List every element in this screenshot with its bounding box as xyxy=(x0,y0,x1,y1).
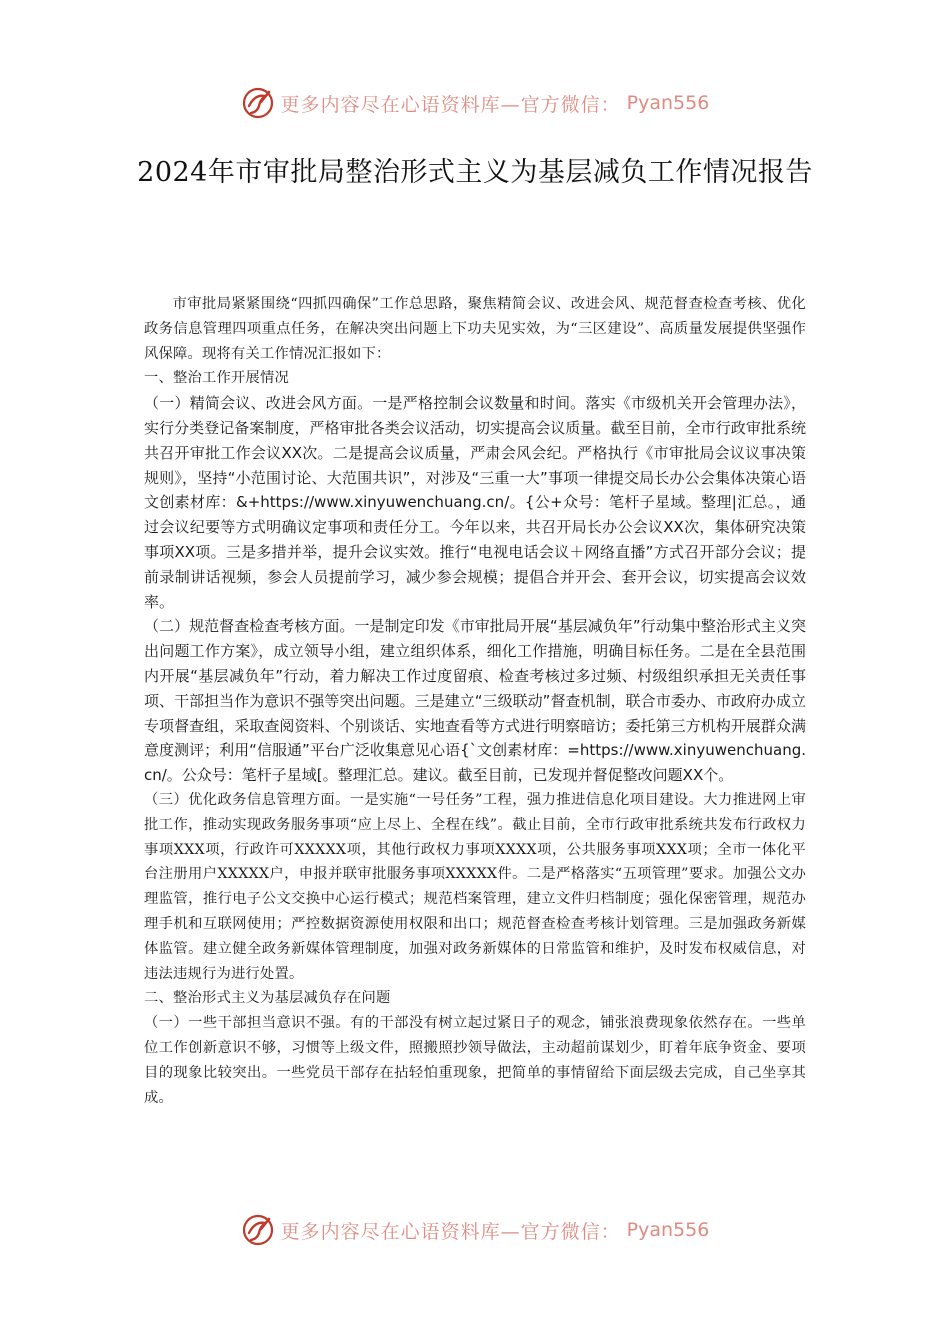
section-heading-2: 二、整治形式主义为基层减负存在问题 xyxy=(144,990,391,1007)
watermark-footer xyxy=(0,1210,950,1250)
watermark-group xyxy=(241,86,710,120)
pen-swirl-logo-icon xyxy=(241,1213,275,1247)
pen-swirl-logo-icon xyxy=(241,86,275,120)
paragraph-inspection: （二）规范督查检查考核方面。一是制定印发《市审批局开展“基层减负年”行动集中整治形式主义突出问题工作方案》，成立领导小组，建立组织体系，细化工作措施，明确目标任务。二是在全县范围内开展“基层减负年”行动，着力解决工作过度留痕、检查考核过多过频、村级组织承担无关责任事项、干部担当作为意识不强等突出问题。三是建立“三级联动”督查机制，联合市委办、市政府办成立专项督查组，采取查阅资料、个别谈话、实地查看等方式进行明察暗访；委托第三方机构开展群众满意度测评；利用“信服通”平台广泛收集意见心语{`文创素材库：=https://www.xinyuwenchuang.cn/。公众号：笔杆子星域[。整理汇总。建议。截至目前，已发现并督促整改问题XX个。 xyxy=(144,617,806,785)
document-title: 2024年市审批局整治形式主义为基层减负工作情况报告 xyxy=(137,157,813,188)
watermark-group xyxy=(241,1213,710,1247)
document-body xyxy=(144,292,806,1110)
watermark-text: 更多内容尽在心语资料库—官方微信： xyxy=(280,93,621,116)
section-heading-1: 一、整治工作开展情况 xyxy=(144,370,289,387)
intro-paragraph: 市审批局紧紧围绕“四抓四确保”工作总思路，聚焦精简会议、改进会风、规范督查检查考核、优化政务信息管理四项重点任务，在解决突出问题上下功夫见实效，为“三区建设”、高质量发展提供坚强作风保障。现将有关工作情况汇报如下： xyxy=(144,296,806,362)
paragraph-meetings: （一）精简会议、改进会风方面。一是严格控制会议数量和时间。落实《市级机关开会管理办法》，实行分类登记备案制度，严格审批各类会议活动，切实提高会议质量。截至目前，全市行政审批系统共召开审批工作会议XX次。二是提高会议质量，严肃会风会纪。严格执行《市审批局会议议事决策规则》，坚持“小范围讨论、大范围共识”，对涉及“三重一大”事项一律提交局长办公会集体决策心语文创素材库：&+https://www.xinyuwenchuang.cn/。{公+众号：笔杆子星域。整理|汇总。，通过会议纪要等方式明确议定事项和责任分工。今年以来，共召开局长办公会议XX次，集体研究决策事项XX项。三是多措并举，提升会议实效。推行“电视电话会议＋网络直播”方式召开部分会议；提前录制讲话视频，参会人员提前学习，减少参会规模；提倡合并开会、套开会议，切实提高会议效率。 xyxy=(144,394,806,611)
watermark-header xyxy=(0,83,950,123)
paragraph-problems: （一）一些干部担当意识不强。有的干部没有树立起过紧日子的观念，铺张浪费现象依然存在。一些单位工作创新意识不够，习惯等上级文件，照搬照抄领导做法，主动超前谋划少，盯着年底争资金、要项目的现象比较突出。一些党员干部存在拈轻怕重现象，把简单的事情留给下面层级去完成，自己坐享其成。 xyxy=(144,1015,806,1106)
paragraph-information: （三）优化政务信息管理方面。一是实施“一号任务”工程，强力推进信息化项目建设。大力推进网上审批工作，推动实现政务服务事项“应上尽上、全程在线”。截止目前，全市行政审批系统共发布行政权力事项XXX项，行政许可XXXXX项，其他行政权力事项XXXX项，公共服务事项XXX项；全市一体化平台注册用户XXXXX户，申报并联审批服务事项XXXXX件。二是严格落实“五项管理”要求。加强公文办理监管，推行电子公文交换中心运行模式；规范档案管理，建立文件归档制度；强化保密管理，规范办理手机和互联网使用；严控数据资源使用权限和出口；规范督查检查考核计划管理。三是加强政务新媒体监管。建立健全政务新媒体管理制度，加强对政务新媒体的日常监管和维护，及时发布权威信息，对违法违规行为进行处置。 xyxy=(144,791,806,982)
watermark-wechat-id: Pyan556 xyxy=(626,92,710,114)
watermark-text: 更多内容尽在心语资料库—官方微信： xyxy=(280,1220,621,1243)
watermark-wechat-id: Pyan556 xyxy=(626,1219,710,1241)
